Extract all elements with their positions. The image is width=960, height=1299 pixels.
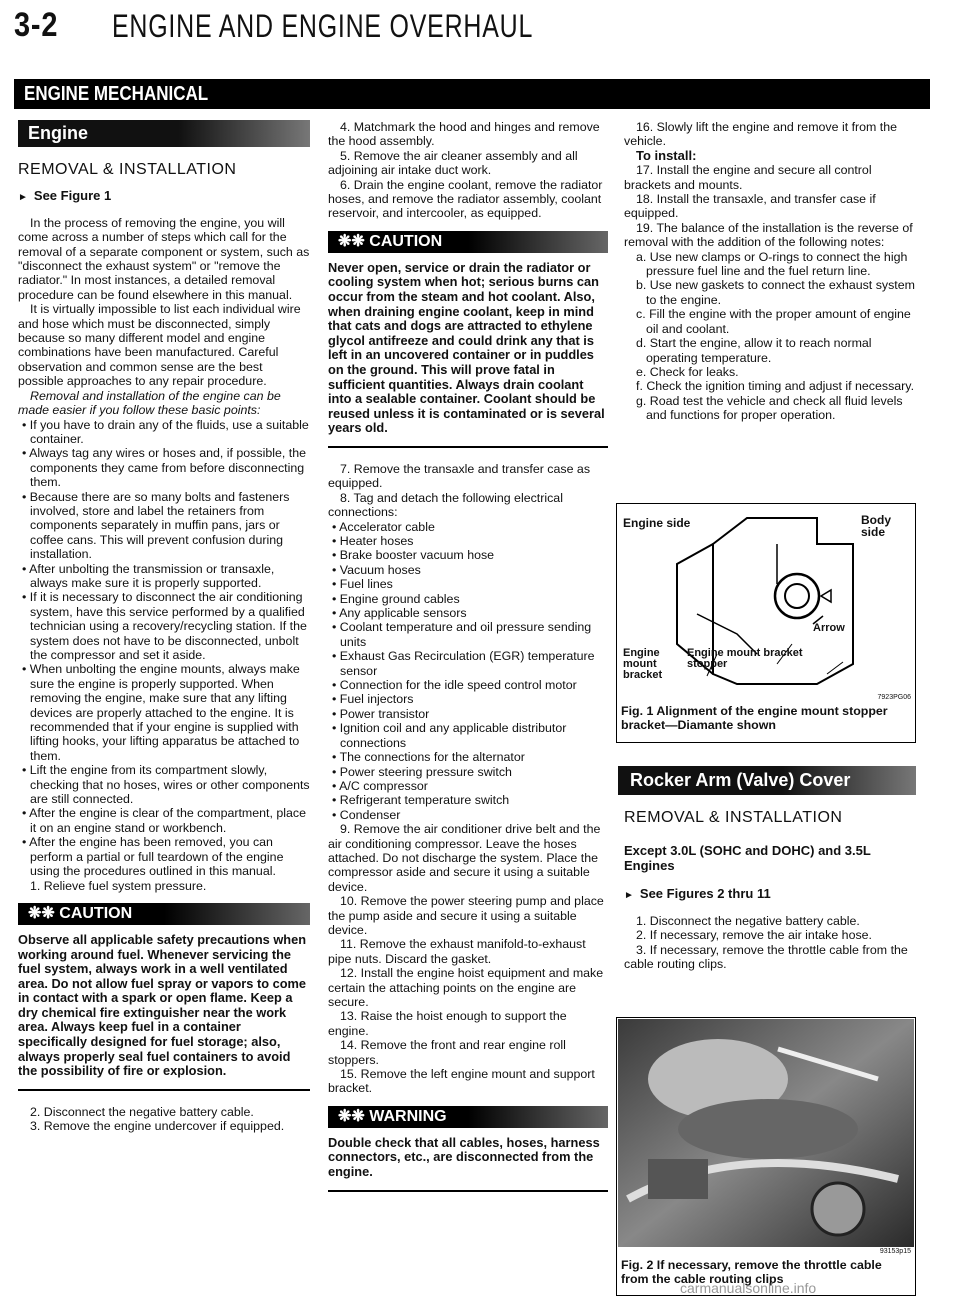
label-body-side: Body side [861, 513, 891, 539]
list-item: • Engine ground cables [328, 592, 608, 606]
caution-banner: ❋❋ CAUTION [328, 231, 608, 253]
step: 7. Remove the transaxle and transfer case as equipped. [328, 461, 591, 491]
step: 13. Raise the hoist enough to support the engine. [328, 1009, 567, 1038]
removal-heading: REMOVAL & INSTALLATION [18, 161, 237, 178]
list-item: • Vacuum hoses [328, 563, 608, 577]
engine-banner: Engine [18, 120, 310, 147]
list-item: • Accelerator cable [328, 520, 608, 534]
list-item: • Lift the engine from its compartment slowly, checking that no hoses, wires or other components are still connected. [18, 763, 310, 806]
step: 6. Drain the engine coolant, remove the radiator hoses, and remove the radiator assembly, coolant reservoir, and intercooler, as equipped. [328, 177, 603, 221]
label-engine-side: Engine side [623, 516, 691, 530]
list-item: • After unbolting the transmission or transaxle, always make sure it is properly supported. [18, 562, 310, 591]
step: 11. Remove the exhaust manifold-to-exhaust pipe nuts. Discard the gasket. [328, 937, 586, 966]
note: g. Road test the vehicle and check all fluid levels and functions for proper operation. [636, 393, 903, 423]
warning-icon: ❋❋ [338, 1107, 370, 1125]
step: 12. Install the engine hoist equipment and make certain the attaching points on the engine are secure. [328, 966, 604, 1009]
step: 19. The balance of the installation is the reverse of removal with the addition of the following notes: [624, 220, 913, 250]
label-engine-mount-bracket: Engine mount bracket [623, 647, 663, 681]
figure-code: 7923PG06 [877, 694, 911, 701]
section-banner: ENGINE MECHANICAL [14, 79, 930, 109]
list-item: • After the engine is clear of the compartment, place it on an engine stand or workbench. [18, 806, 310, 835]
caution-text: Observe all applicable safety precautions when working around fuel. Whenever servicing the fuel system, always work in a well ventilated area. Do not allow fuel spray or vapors to come in contact with a spark or open flame. Keep a dry chemical fire extinguisher near the work area. Always keep fuel in a container specifically designed for fuel storage; also, always properly seal fuel containers to avoid the possibility of fire or explosion. [18, 933, 310, 1091]
arrow-icon: ► [624, 890, 634, 902]
list-item: • Fuel injectors [328, 692, 608, 706]
step: 17. Install the engine and secure all control brackets and mounts. [624, 163, 872, 192]
list-item: • Power transistor [328, 707, 608, 721]
note: d. Start the engine, allow it to reach normal operating temperature. [636, 336, 872, 365]
list-item: • Refrigerant temperature switch [328, 793, 608, 807]
figure-2 [616, 1017, 916, 1296]
step: 9. Remove the air conditioner drive belt and the air conditioning compressor. Leave the hoses attached. Do not discharge the system. Place the compressor aside and secure it using a suitable device. [328, 822, 601, 894]
list-item: • Connection for the idle speed control motor [328, 678, 608, 692]
step: 4. Matchmark the hood and hinges and remove the hood assembly. [328, 120, 600, 149]
column-3-lower [624, 805, 916, 971]
list-item: • Ignition coil and any applicable distributor connections [328, 721, 608, 750]
list-item: • The connections for the alternator [328, 750, 608, 764]
column-3 [624, 120, 916, 423]
list-item: • If you have to drain any of the fluids, use a suitable container. [18, 418, 310, 447]
step: 3. Remove the engine undercover if equipped. [30, 1119, 285, 1134]
list-item: • When unbolting the engine mounts, always make sure the engine is properly supported. When removing the engine, make sure that any lifting devices are properly attached to the engine. It is recommended that if your engine is supplied with lifting hooks, your lifting apparatus be attached to them. [18, 662, 310, 763]
list-item: • After the engine has been removed, you can perform a partial or full teardown of the engine using the procedures outlined in this manual. [18, 835, 310, 878]
see-figures: ► See Figures 2 thru 11 [624, 886, 771, 902]
step: 2. Disconnect the negative battery cable. [30, 1104, 254, 1119]
step: 3. If necessary, remove the throttle cable from the cable routing clips. [624, 942, 908, 972]
list-item: • If it is necessary to disconnect the air conditioning system, have this service performed by a qualified technician using a recovery/recycling station. If the system does not have to be disconnected, unbolt the compressor and set it aside. [18, 590, 310, 662]
paragraph: It is virtually impossible to list each individual wire and hose which must be disconnected, simply because so many different model and engine combinations have been manufactured. Careful observation and common sense are the best possible approaches to any repair procedure. [18, 302, 301, 389]
arrow-icon: ► [18, 192, 28, 204]
note: c. Fill the engine with the proper amount of engine oil and coolant. [636, 307, 911, 336]
list-item: • Exhaust Gas Recirculation (EGR) temperature sensor [328, 649, 608, 678]
note: f. Check the ignition timing and adjust if necessary. [636, 379, 915, 394]
see-figure-1: ► See Figure 1 [18, 188, 112, 204]
list-item: • Fuel lines [328, 577, 608, 591]
label-engine-mount-bracket-stopper: Engine mount bracket stopper [687, 647, 803, 670]
list-item: • Brake booster vacuum hose [328, 548, 608, 562]
removal-heading: REMOVAL & INSTALLATION [624, 809, 843, 826]
step: 10. Remove the power steering pump and place the pump aside and secure it using a suitable device. [328, 894, 604, 937]
list-item: • Any applicable sensors [328, 606, 608, 620]
chapter-title: ENGINE AND ENGINE OVERHAUL [112, 8, 534, 44]
caution-banner: ❋❋ CAUTION [18, 903, 310, 925]
rocker-arm-banner: Rocker Arm (Valve) Cover [618, 766, 916, 795]
paragraph: In the process of removing the engine, you will come across a number of steps which call for the removal of a separate component or system, such as "disconnect the exhaust system" or "remove the radiator." In most instances, a detailed removal procedure can be found elsewhere in this manual. [18, 215, 310, 302]
list-item: • Heater hoses [328, 534, 608, 548]
throttle-cable-photo [618, 1019, 914, 1247]
caution-icon: ❋❋ [28, 904, 60, 922]
step: 14. Remove the front and rear engine roll stoppers. [328, 1038, 566, 1067]
list-item: • A/C compressor [328, 779, 608, 793]
figure-1 [616, 503, 916, 743]
list-item: • Coolant temperature and oil pressure sending units [328, 620, 608, 649]
step: 1. Relieve fuel system pressure. [30, 878, 207, 893]
warning-banner: ❋❋ WARNING [328, 1106, 608, 1128]
list-item: • Because there are so many bolts and fasteners involved, store and label the retainers from components separately in muffin pans, jars or coffee cans. This will prevent confusion during installation. [18, 490, 310, 562]
caution-icon: ❋❋ [338, 232, 370, 250]
step: 8. Tag and detach the following electrical connections: [328, 490, 563, 520]
label-arrow: Arrow [813, 622, 845, 634]
figure-1-caption: Fig. 1 Alignment of the engine mount stopper bracket—Diamante shown [621, 704, 888, 732]
step: 1. Disconnect the negative battery cable. [636, 913, 860, 928]
note: a. Use new clamps or O-rings to connect the high pressure fuel line and the fuel return line. [636, 249, 908, 279]
watermark: carmanualsonline.info [680, 1280, 817, 1296]
step: 18. Install the transaxle, and transfer case if equipped. [624, 192, 876, 221]
step: 16. Slowly lift the engine and remove it from the vehicle. [624, 120, 898, 149]
note: e. Check for leaks. [636, 364, 739, 379]
figure-2-caption: Fig. 2 If necessary, remove the throttle cable from the cable routing clips [621, 1258, 882, 1286]
list-item: • Always tag any wires or hoses and, if possible, the components they came from before disconnecting them. [18, 446, 310, 489]
warning-text: Double check that all cables, hoses, harness connectors, etc., are disconnected from the engine. [328, 1136, 608, 1192]
except-note: Except 3.0L (SOHC and DOHC) and 3.5L Engines [624, 843, 871, 874]
list-item: • Power steering pressure switch [328, 765, 608, 779]
step: 15. Remove the left engine mount and support bracket. [328, 1067, 595, 1096]
step: 5. Remove the air cleaner assembly and all adjoining air intake duct work. [328, 148, 578, 178]
to-install-label: To install: [636, 147, 697, 163]
column-1 [18, 120, 310, 1134]
paragraph: Removal and installation of the engine can be made easier if you follow these basic points: [18, 388, 281, 418]
figure-code: 93153p15 [879, 1248, 911, 1255]
note: b. Use new gaskets to connect the exhaust system to the engine. [636, 278, 915, 307]
column-2 [328, 120, 608, 1206]
step: 2. If necessary, remove the air intake hose. [636, 928, 872, 943]
list-item: • Condenser [328, 808, 608, 822]
chapter-number: 3-2 [14, 6, 59, 44]
caution-text: Never open, service or drain the radiator or cooling system when hot; serious burns can occur from the steam and hot coolant. Also, when draining engine coolant, keep in mind that cats and dogs are attracted to ethylene glycol antifreeze and could drink any that is left in an uncovered container or in puddles on the ground. This will prove fatal in sufficient quantities. Always drain coolant into a sealable container. Coolant should be reused unless it is contaminated or is several years old. [328, 261, 608, 448]
